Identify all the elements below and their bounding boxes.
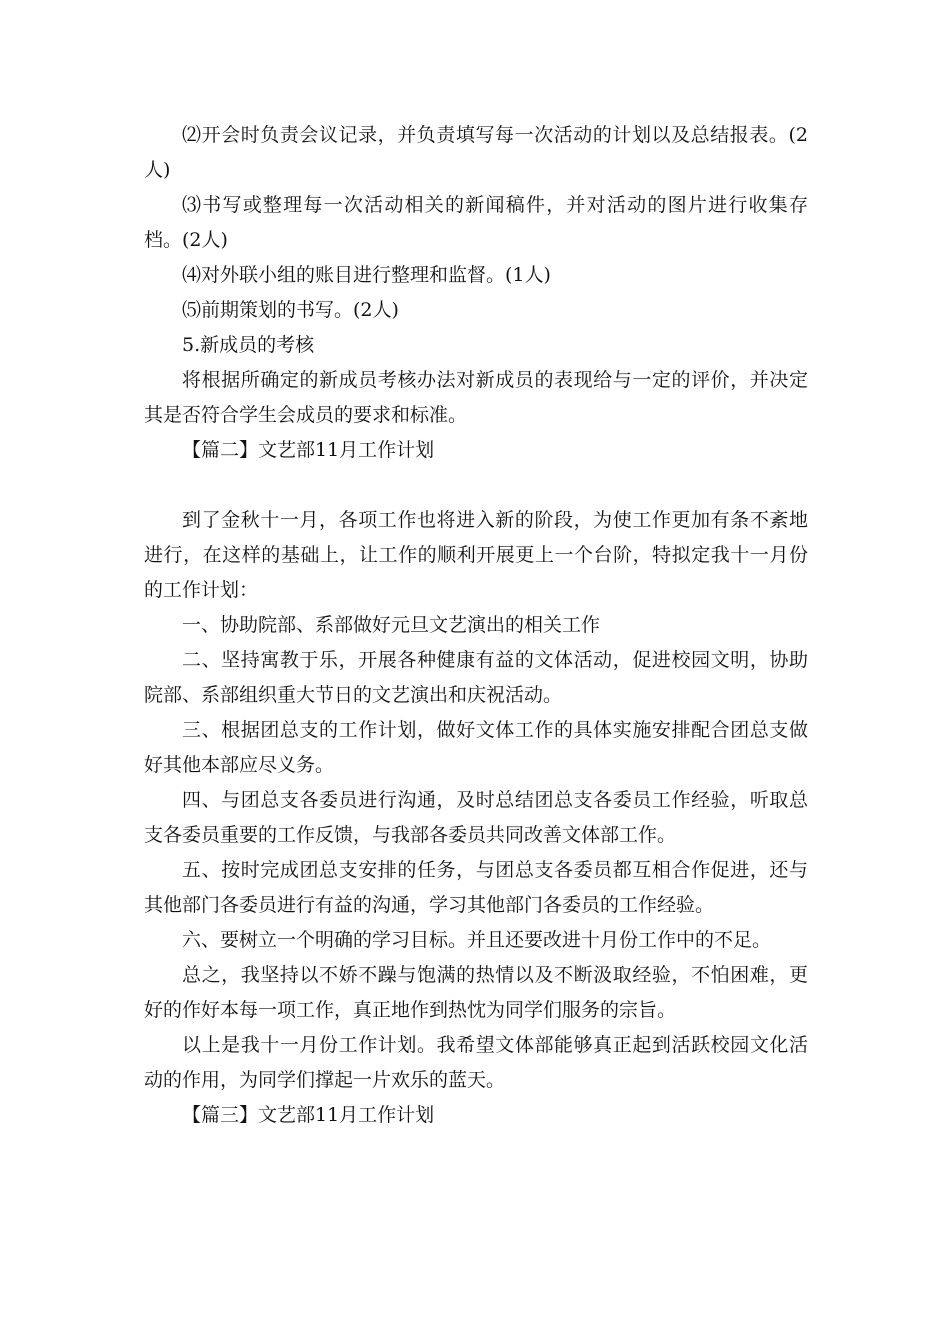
- plan-point-6: 六、要树立一个明确的学习目标。并且还要改进十月份工作中的不足。: [182, 929, 772, 951]
- plan-point-2: 二、坚持寓教于乐，开展各种健康有益的文体活动，促进校园文明，协助院部、系部组织重大节日的文艺演出和庆祝活动。: [144, 649, 808, 706]
- duty-item-4: ⑷对外联小组的账目进行整理和监督。(1人): [182, 264, 551, 286]
- duty-item-3: ⑶书写或整理每一次活动相关的新闻稿件，并对活动的图片进行收集存档。(2人): [144, 194, 808, 251]
- summary-paragraph: 总之，我坚持以不娇不躁与饱满的热情以及不断汲取经验，不怕困难，更好的作好本每一项工作，真正地作到热忱为同学们服务的宗旨。: [144, 964, 808, 1021]
- intro-paragraph: 到了金秋十一月，各项工作也将进入新的阶段，为使工作更加有条不紊地进行，在这样的基础上，让工作的顺利开展更上一个台阶，特拟定我十一月份的工作计划：: [144, 509, 808, 601]
- plan-point-1: 一、协助院部、系部做好元旦文艺演出的相关工作: [182, 614, 601, 636]
- plan-point-4: 四、与团总支各委员进行沟通，及时总结团总支各委员工作经验，听取总支各委员重要的工作反馈，与我部各委员共同改善文体部工作。: [144, 789, 808, 846]
- section-title-part-three: 【篇三】文艺部11月工作计划: [182, 1104, 435, 1126]
- subheading-new-member-assessment: 5.新成员的考核: [182, 334, 315, 356]
- duty-item-5: ⑸前期策划的书写。(2人): [182, 299, 399, 321]
- assessment-paragraph: 将根据所确定的新成员考核办法对新成员的表现给与一定的评价，并决定其是否符合学生会成员的要求和标准。: [144, 369, 808, 426]
- plan-point-3: 三、根据团总支的工作计划，做好文体工作的具体实施安排配合团总支做好其他本部应尽义务。: [144, 719, 808, 776]
- section-title-part-two: 【篇二】文艺部11月工作计划: [182, 439, 435, 461]
- document-page: [144, 118, 808, 1133]
- duty-item-2: ⑵开会时负责会议记录，并负责填写每一次活动的计划以及总结报表。(2人): [144, 124, 808, 181]
- closing-paragraph: 以上是我十一月份工作计划。我希望文体部能够真正起到活跃校园文化活动的作用，为同学们撑起一片欢乐的蓝天。: [144, 1034, 808, 1091]
- plan-point-5: 五、按时完成团总支安排的任务，与团总支各委员都互相合作促进，还与其他部门各委员进行有益的沟通，学习其他部门各委员的工作经验。: [144, 859, 808, 916]
- blank-line: [144, 468, 808, 503]
